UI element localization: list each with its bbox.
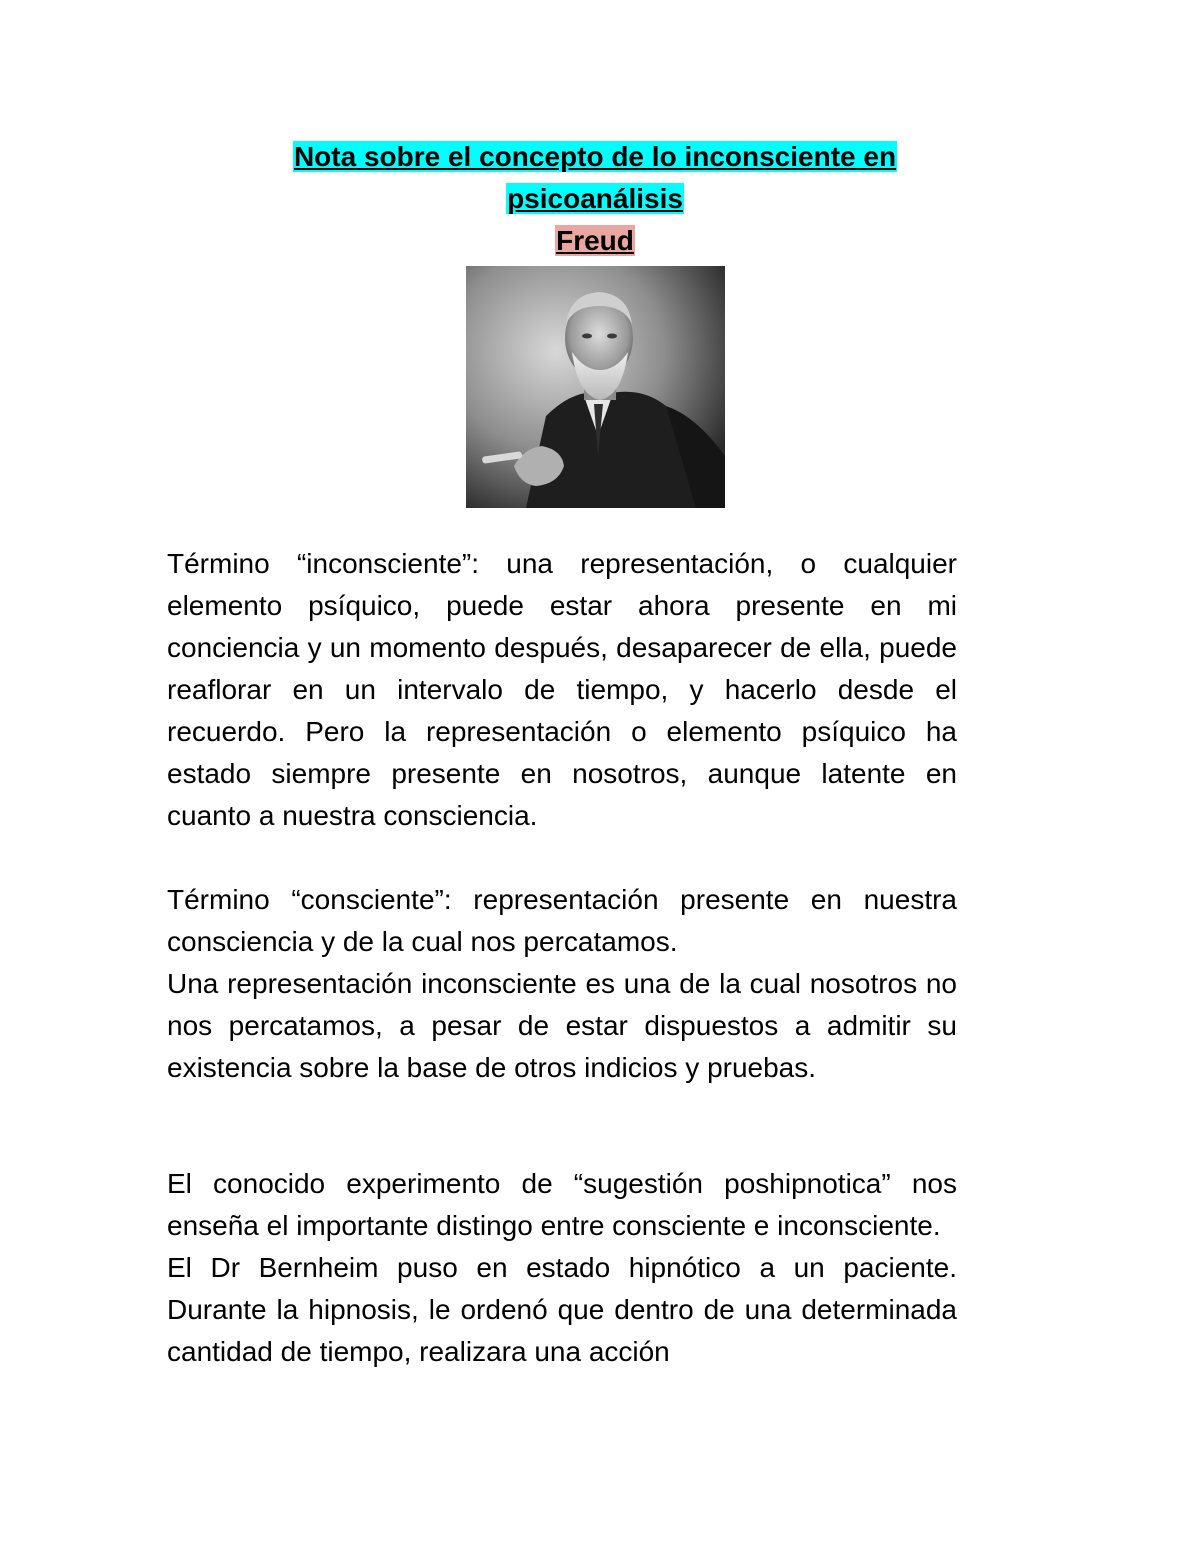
paragraph-4: El conocido experimento de “sugestión poshipnotica” nos enseña el importante distingo entre consciente e inconsciente.: [167, 1168, 957, 1241]
title-line-2: [150, 178, 1040, 220]
paragraph-consciente-group: [167, 879, 957, 1089]
paragraph-1: Término “inconsciente”: una representación, o cualquier elemento psíquico, puede estar ahora presente en mi conciencia y un momento después, desaparecer de ella, puede reaflorar en un intervalo de tiempo, y hacerlo desde el recuerdo. Pero la representación o elemento psíquico ha estado siempre presente en nosotros, aunque latente en cuanto a nuestra consciencia.: [167, 548, 957, 831]
paragraph-inconsciente: [167, 543, 957, 837]
paragraph-2: Término “consciente”: representación presente en nuestra consciencia y de la cual nos percatamos.: [167, 884, 957, 957]
paragraph-experimento-group: [167, 1163, 957, 1373]
document-title-part-2: psicoanálisis: [507, 183, 683, 214]
document-title-part-1: Nota sobre el concepto de lo inconsciente en: [293, 141, 897, 172]
portrait-photo-icon: [466, 266, 725, 508]
paragraph-5: El Dr Bernheim puso en estado hipnótico a un paciente. Durante la hipnosis, le ordenó que dentro de una determinada cantidad de tiempo, realizara una acción: [167, 1252, 957, 1367]
portrait-photo: [466, 266, 725, 508]
author-line: [150, 220, 1040, 262]
title-line-1: [150, 136, 1040, 178]
title-block: [150, 136, 1040, 262]
paragraph-3: Una representación inconsciente es una de la cual nosotros no nos percatamos, a pesar de estar dispuestos a admitir su existencia sobre la base de otros indicios y pruebas.: [167, 968, 957, 1083]
document-author: Freud: [556, 225, 634, 256]
